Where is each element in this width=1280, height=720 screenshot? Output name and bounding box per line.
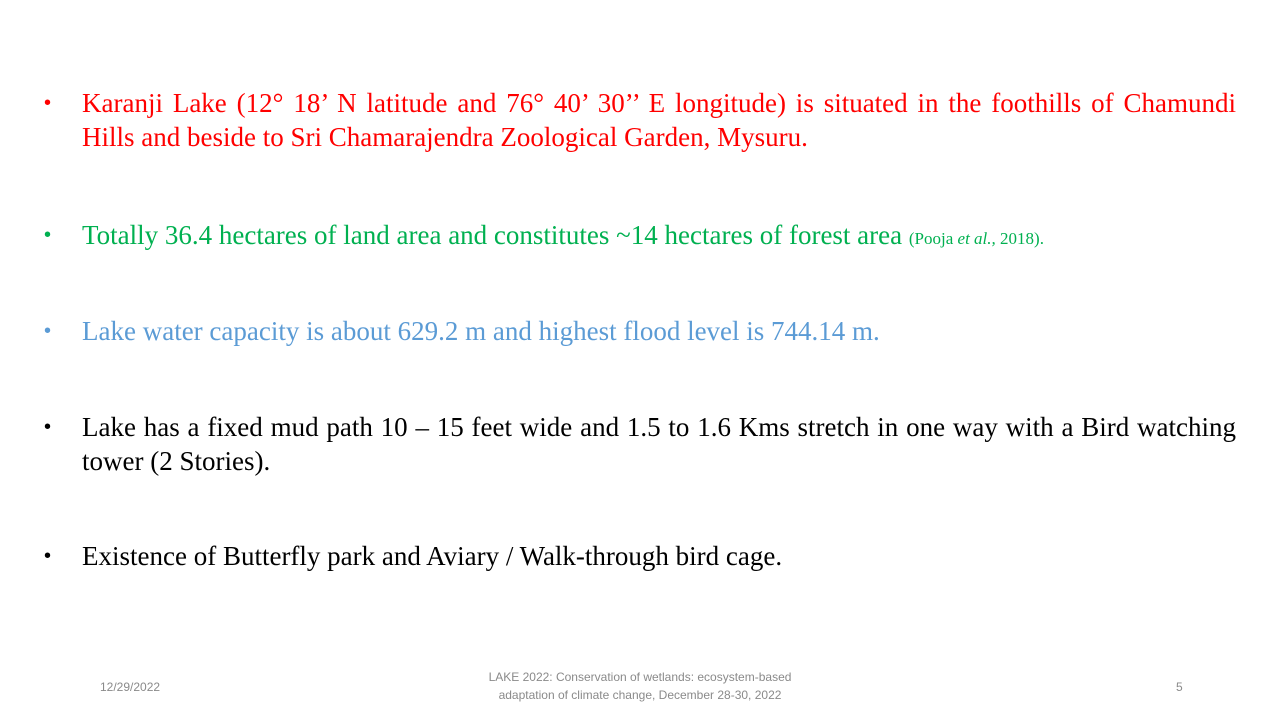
- bullet-dot: •: [44, 416, 52, 438]
- page-number: 5: [1176, 680, 1183, 694]
- footer-title: [440, 668, 840, 704]
- bullet-dot: •: [44, 320, 52, 342]
- bullet-dot: •: [44, 92, 52, 114]
- footer-date: 12/29/2022: [100, 680, 161, 694]
- bullet-dot: •: [44, 545, 52, 567]
- bullet-item-mud-path: [44, 410, 1236, 478]
- bullet-text: Existence of Butterfly park and Aviary / Walk-through bird cage.: [82, 541, 783, 571]
- bullet-text: Lake water capacity is about 629.2 m and highest flood level is 744.14 m.: [82, 316, 880, 346]
- citation-etal: et al.,: [957, 229, 996, 248]
- footer-title-line1: LAKE 2022: Conservation of wetlands: ecosystem-based: [488, 670, 792, 684]
- bullet-text-main: Totally 36.4 hectares of land area and constitutes ~14 hectares of forest area: [82, 220, 903, 250]
- bullet-dot: •: [44, 224, 52, 246]
- citation-open: (: [908, 229, 915, 248]
- citation-author: Pooja: [914, 229, 954, 248]
- bullet-text: [82, 218, 1236, 256]
- bullet-text: Lake has a fixed mud path 10 – 15 feet wide and 1.5 to 1.6 Kms stretch in one way with a Bird watching tower (2 Stories).: [82, 412, 1236, 476]
- bullet-item-butterfly-park: [44, 539, 1236, 573]
- citation-year: 2018).: [1000, 229, 1044, 248]
- bullet-item-capacity: [44, 314, 1236, 348]
- citation: [909, 229, 1044, 248]
- bullet-item-location: [44, 86, 1236, 154]
- bullet-item-area: [44, 218, 1236, 256]
- bullet-text: Karanji Lake (12° 18’ N latitude and 76° 40’ 30’’ E longitude) is situated in the foothills of Chamundi Hills and beside to Sri Chamarajendra Zoological Garden, Mysuru.: [82, 88, 1236, 152]
- footer-title-line2: adaptation of climate change, December 28-30, 2022: [498, 688, 782, 702]
